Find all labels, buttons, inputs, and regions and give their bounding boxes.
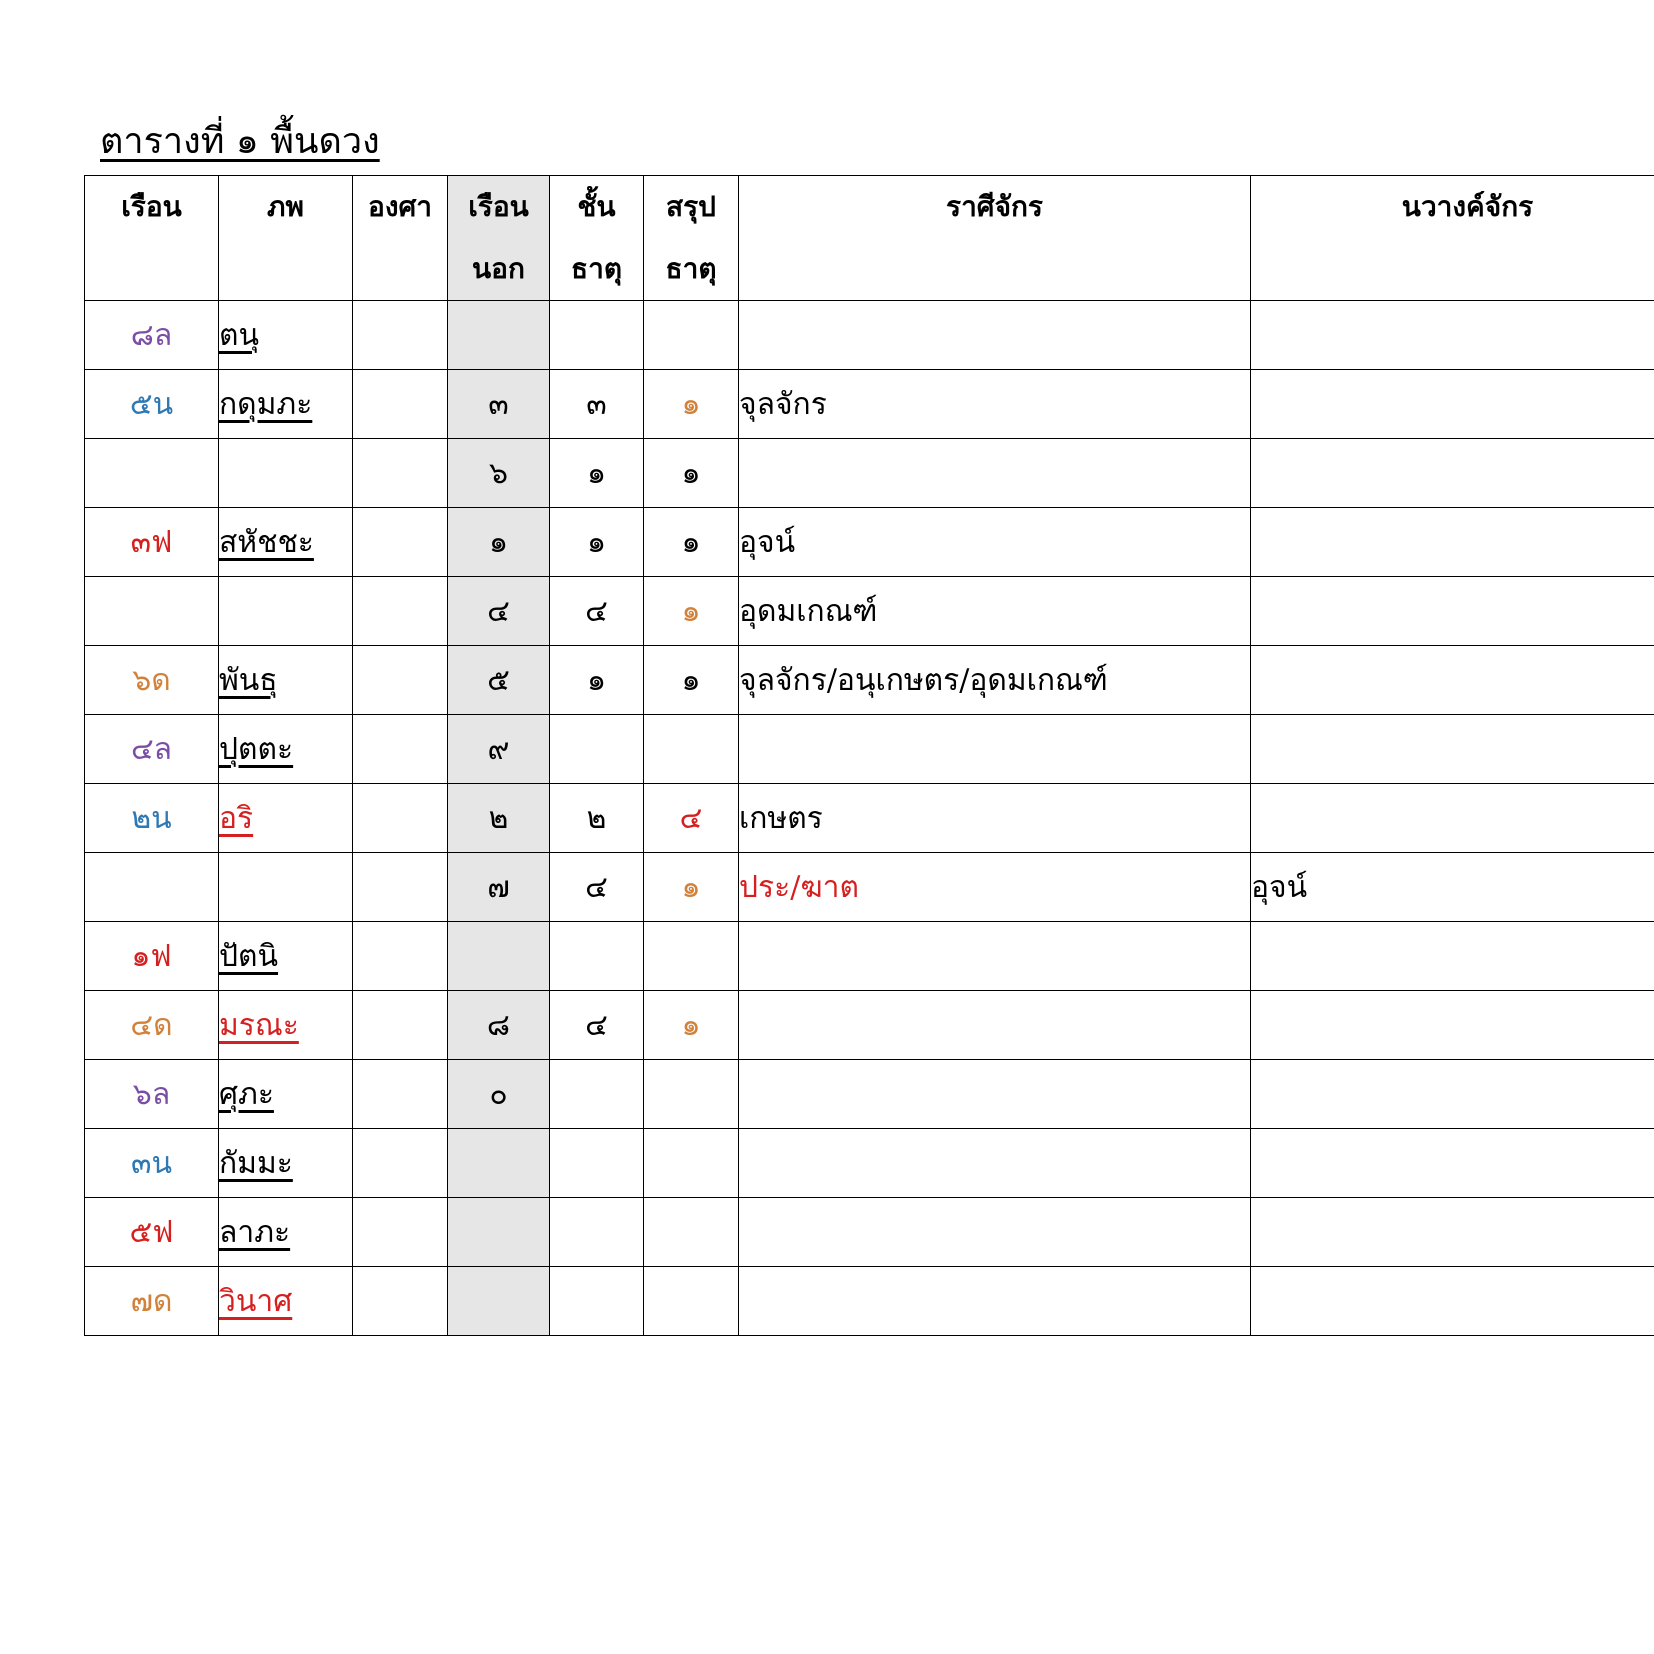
- header-element-layer: [550, 176, 644, 301]
- amsa-cell: [353, 991, 448, 1060]
- element-sum-cell: [644, 715, 739, 784]
- house-cell: ๕ฟ: [85, 1198, 219, 1267]
- element-sum-cell: [644, 1198, 739, 1267]
- header-outer-house-line-2: นอก: [472, 252, 525, 285]
- element-layer-cell: [550, 1198, 644, 1267]
- element-sum-cell: [644, 1267, 739, 1336]
- table-container: [84, 175, 1654, 1336]
- amsa-cell: [353, 853, 448, 922]
- header-amsa-line: องศา: [368, 190, 432, 223]
- element-sum-cell: ๑: [644, 646, 739, 715]
- table-row: [85, 508, 1654, 577]
- table-row: [85, 1060, 1654, 1129]
- rasi-chakra-cell: ประ/ฆาต: [739, 853, 1251, 922]
- outer-house-cell: ๒: [448, 784, 550, 853]
- rasi-chakra-cell: [739, 991, 1251, 1060]
- header-bhava: [219, 176, 353, 301]
- bhava-cell: อริ: [219, 784, 353, 853]
- bhava-cell: มรณะ: [219, 991, 353, 1060]
- outer-house-cell: ๙: [448, 715, 550, 784]
- bhava-cell: กัมมะ: [219, 1129, 353, 1198]
- outer-house-cell: ๕: [448, 646, 550, 715]
- navang-chakra-cell: [1251, 508, 1654, 577]
- table-row: [85, 577, 1654, 646]
- table-row: [85, 1129, 1654, 1198]
- outer-house-cell: ๑: [448, 508, 550, 577]
- element-sum-cell: ๑: [644, 853, 739, 922]
- element-sum-cell: [644, 922, 739, 991]
- element-sum-cell: ๑: [644, 508, 739, 577]
- amsa-cell: [353, 784, 448, 853]
- navang-chakra-cell: [1251, 1267, 1654, 1336]
- rasi-chakra-cell: [739, 715, 1251, 784]
- bhava-cell: ปัตนิ: [219, 922, 353, 991]
- house-cell: ๒น: [85, 784, 219, 853]
- table-row: [85, 439, 1654, 508]
- navang-chakra-cell: [1251, 1129, 1654, 1198]
- header-house: [85, 176, 219, 301]
- house-cell: ๓น: [85, 1129, 219, 1198]
- element-sum-cell: [644, 1129, 739, 1198]
- amsa-cell: [353, 922, 448, 991]
- bhava-cell: ศุภะ: [219, 1060, 353, 1129]
- rasi-chakra-cell: [739, 1267, 1251, 1336]
- rasi-chakra-cell: [739, 301, 1251, 370]
- outer-house-cell: [448, 1267, 550, 1336]
- table-row: [85, 370, 1654, 439]
- table-row: [85, 853, 1654, 922]
- element-layer-cell: ๔: [550, 991, 644, 1060]
- bhava-cell: สหัชชะ: [219, 508, 353, 577]
- element-layer-cell: [550, 1060, 644, 1129]
- house-cell: [85, 439, 219, 508]
- element-layer-cell: ๔: [550, 853, 644, 922]
- table-title: ตารางที่ ๑ พื้นดวง: [100, 121, 380, 162]
- element-sum-cell: ๑: [644, 577, 739, 646]
- rasi-chakra-cell: [739, 1198, 1251, 1267]
- navang-chakra-cell: [1251, 577, 1654, 646]
- house-cell: ๖ล: [85, 1060, 219, 1129]
- navang-chakra-cell: [1251, 922, 1654, 991]
- table-body: [85, 301, 1654, 1336]
- outer-house-cell: [448, 301, 550, 370]
- outer-house-cell: [448, 922, 550, 991]
- rasi-chakra-cell: [739, 1060, 1251, 1129]
- amsa-cell: [353, 439, 448, 508]
- bhava-cell: ตนุ: [219, 301, 353, 370]
- navang-chakra-cell: [1251, 715, 1654, 784]
- element-layer-cell: [550, 715, 644, 784]
- element-sum-cell: ๑: [644, 439, 739, 508]
- header-outer-house: [448, 176, 550, 301]
- header-element-sum-line-2: ธาตุ: [665, 252, 717, 285]
- header-element-layer-line-2: ธาตุ: [571, 252, 622, 285]
- rasi-chakra-cell: [739, 439, 1251, 508]
- element-layer-cell: ๒: [550, 784, 644, 853]
- navang-chakra-cell: [1251, 784, 1654, 853]
- outer-house-cell: ๘: [448, 991, 550, 1060]
- bhava-cell: ลาภะ: [219, 1198, 353, 1267]
- amsa-cell: [353, 370, 448, 439]
- table-row: [85, 922, 1654, 991]
- header-rasi-chakra: [739, 176, 1251, 301]
- rasi-chakra-cell: จุลจักร: [739, 370, 1251, 439]
- amsa-cell: [353, 1129, 448, 1198]
- element-sum-cell: [644, 301, 739, 370]
- navang-chakra-cell: [1251, 439, 1654, 508]
- amsa-cell: [353, 1198, 448, 1267]
- header-house-line: เรือน: [121, 190, 182, 223]
- bhava-cell: กดุมภะ: [219, 370, 353, 439]
- element-layer-cell: ๔: [550, 577, 644, 646]
- rasi-chakra-cell: จุลจักร/อนุเกษตร/อุดมเกณฑ์: [739, 646, 1251, 715]
- house-cell: ๔ด: [85, 991, 219, 1060]
- header-navang-chakra-line: นวางค์จักร: [1401, 190, 1534, 223]
- element-sum-cell: [644, 1060, 739, 1129]
- house-cell: ๕น: [85, 370, 219, 439]
- element-layer-cell: ๑: [550, 646, 644, 715]
- table-row: [85, 301, 1654, 370]
- rasi-chakra-cell: เกษตร: [739, 784, 1251, 853]
- house-cell: ๔ล: [85, 715, 219, 784]
- element-layer-cell: ๑: [550, 508, 644, 577]
- table-row: [85, 784, 1654, 853]
- header-element-sum: [644, 176, 739, 301]
- outer-house-cell: ๔: [448, 577, 550, 646]
- bhava-cell: ปุตตะ: [219, 715, 353, 784]
- header-rasi-chakra-line: ราศีจักร: [946, 190, 1043, 223]
- bhava-cell: [219, 439, 353, 508]
- navang-chakra-cell: [1251, 301, 1654, 370]
- element-layer-cell: [550, 301, 644, 370]
- house-cell: [85, 853, 219, 922]
- rasi-chakra-cell: อุจน์: [739, 508, 1251, 577]
- header-navang-chakra: [1251, 176, 1654, 301]
- house-cell: ๗ด: [85, 1267, 219, 1336]
- element-layer-cell: [550, 1267, 644, 1336]
- navang-chakra-cell: [1251, 1198, 1654, 1267]
- rasi-chakra-cell: [739, 922, 1251, 991]
- header-element-sum-line-1: สรุป: [666, 190, 716, 223]
- element-sum-cell: ๔: [644, 784, 739, 853]
- navang-chakra-cell: [1251, 646, 1654, 715]
- table-row: [85, 991, 1654, 1060]
- house-cell: ๘ล: [85, 301, 219, 370]
- bhava-cell: วินาศ: [219, 1267, 353, 1336]
- header-amsa: [353, 176, 448, 301]
- navang-chakra-cell: [1251, 1060, 1654, 1129]
- amsa-cell: [353, 301, 448, 370]
- outer-house-cell: [448, 1198, 550, 1267]
- outer-house-cell: ๗: [448, 853, 550, 922]
- outer-house-cell: ๓: [448, 370, 550, 439]
- bhava-cell: พันธุ: [219, 646, 353, 715]
- outer-house-cell: ๖: [448, 439, 550, 508]
- bhava-cell: [219, 853, 353, 922]
- table-row: [85, 715, 1654, 784]
- amsa-cell: [353, 646, 448, 715]
- header-element-layer-line-1: ชั้น: [577, 190, 616, 223]
- element-layer-cell: ๓: [550, 370, 644, 439]
- element-sum-cell: ๑: [644, 991, 739, 1060]
- element-layer-cell: ๑: [550, 439, 644, 508]
- outer-house-cell: ๐: [448, 1060, 550, 1129]
- house-cell: ๑ฟ: [85, 922, 219, 991]
- amsa-cell: [353, 508, 448, 577]
- amsa-cell: [353, 1267, 448, 1336]
- header-bhava-line: ภพ: [267, 190, 304, 223]
- element-sum-cell: ๑: [644, 370, 739, 439]
- house-cell: [85, 577, 219, 646]
- amsa-cell: [353, 1060, 448, 1129]
- element-layer-cell: [550, 922, 644, 991]
- house-cell: ๖ด: [85, 646, 219, 715]
- header-outer-house-line-1: เรือน: [468, 190, 529, 223]
- horoscope-table: [84, 175, 1654, 1336]
- house-cell: ๓ฟ: [85, 508, 219, 577]
- amsa-cell: [353, 715, 448, 784]
- rasi-chakra-cell: อุดมเกณฑ์: [739, 577, 1251, 646]
- bhava-cell: [219, 577, 353, 646]
- navang-chakra-cell: อุจน์: [1251, 853, 1654, 922]
- amsa-cell: [353, 577, 448, 646]
- navang-chakra-cell: [1251, 991, 1654, 1060]
- outer-house-cell: [448, 1129, 550, 1198]
- header-row: [85, 176, 1654, 301]
- table-row: [85, 1198, 1654, 1267]
- table-row: [85, 646, 1654, 715]
- element-layer-cell: [550, 1129, 644, 1198]
- table-row: [85, 1267, 1654, 1336]
- navang-chakra-cell: [1251, 370, 1654, 439]
- rasi-chakra-cell: [739, 1129, 1251, 1198]
